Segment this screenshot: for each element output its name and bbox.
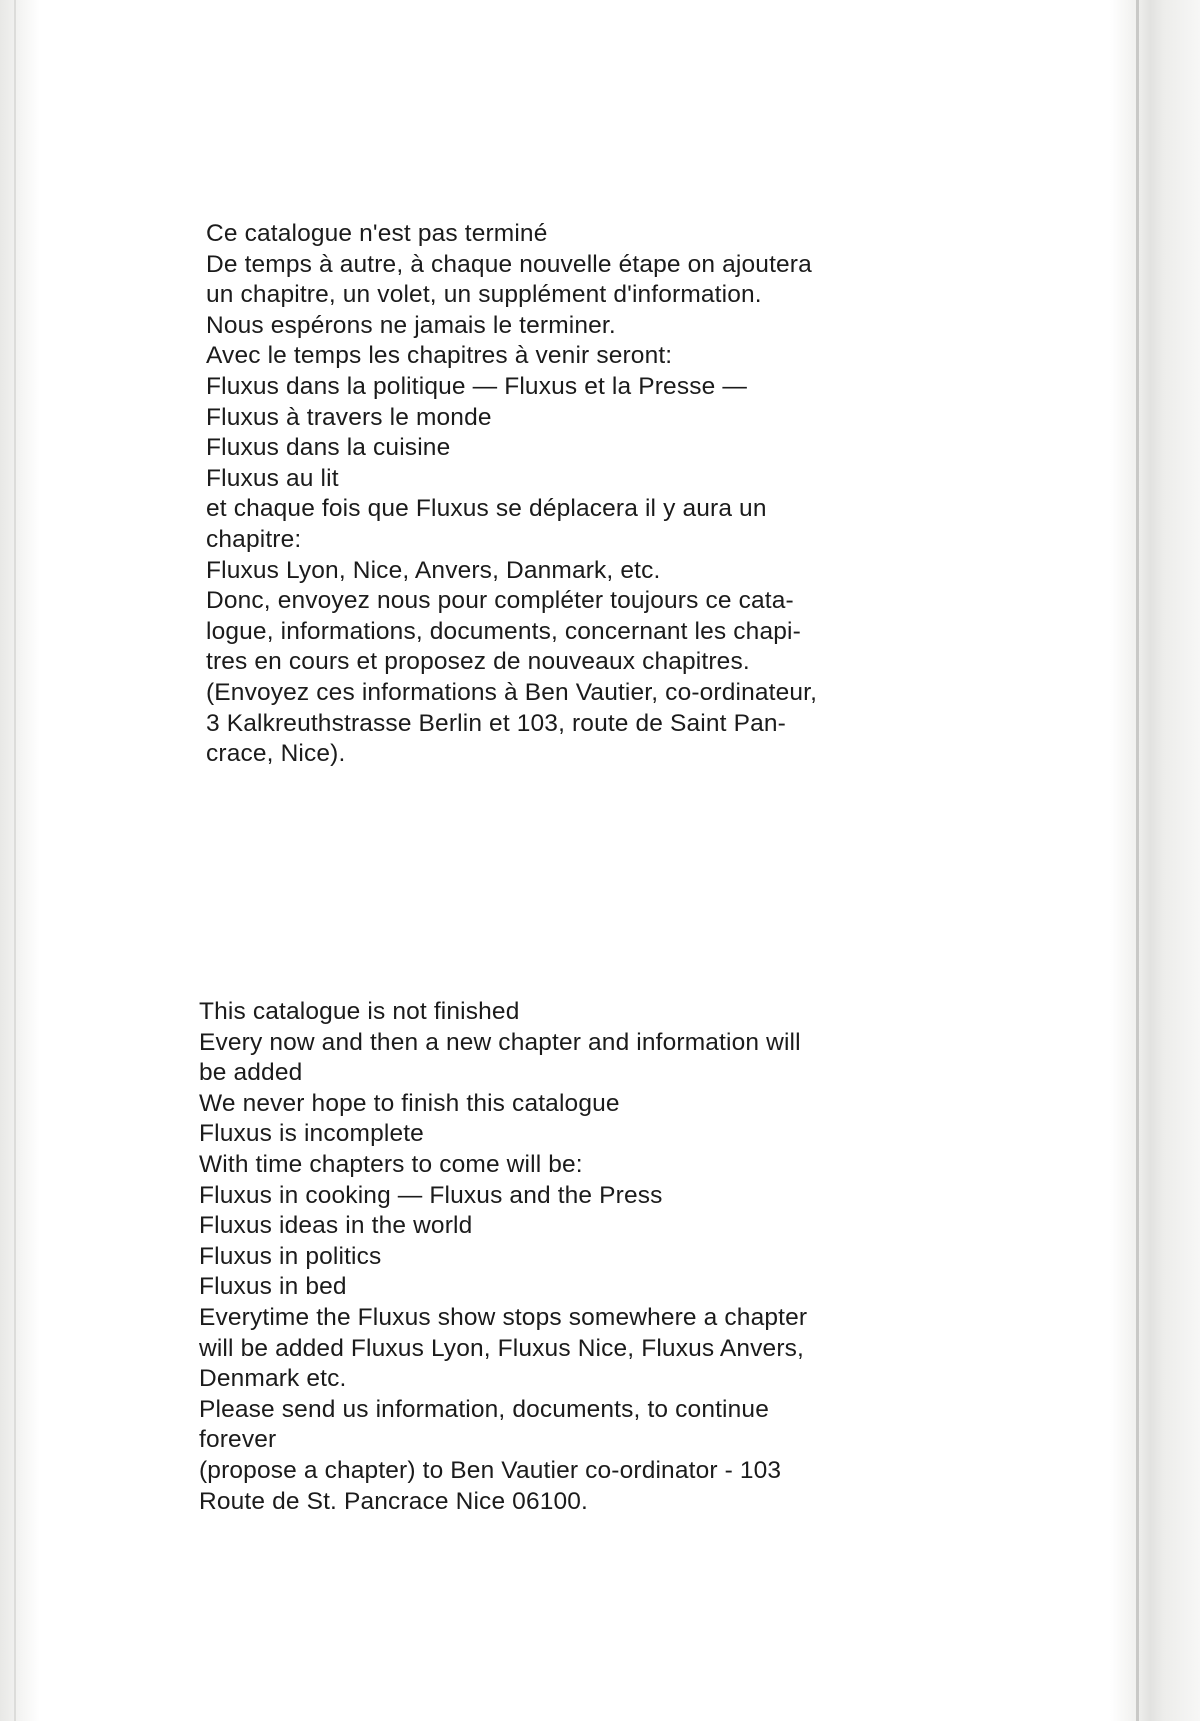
text-line: logue, informations, documents, concernant les chapi- [206,617,801,645]
page-right-edge [1110,0,1200,1721]
text-line: un chapitre, un volet, un supplément d'information. [206,281,762,309]
page-left-edge [0,0,40,1721]
text-line: Avec le temps les chapitres à venir seront: [206,342,673,370]
text-line: Every now and then a new chapter and information will [199,1028,801,1056]
text-line: Fluxus ideas in the world [199,1212,473,1240]
text-line: et chaque fois que Fluxus se déplacera il y aura un [206,495,767,523]
text-line: be added [199,1059,303,1087]
text-line: forever [199,1426,277,1454]
text-line: This catalogue is not finished [199,998,520,1025]
text-line: crace, Nice). [206,740,346,768]
text-line: Fluxus in bed [199,1273,347,1301]
text-line: With time chapters to come will be: [199,1150,583,1178]
text-line: Fluxus à travers le monde [206,403,492,431]
text-line: Fluxus is incomplete [199,1120,424,1148]
text-line: Fluxus Lyon, Nice, Anvers, Danmark, etc. [206,556,661,584]
text-line: We never hope to finish this catalogue [199,1089,620,1117]
text-line: chapitre: [206,525,302,553]
french-text-block [206,219,817,770]
text-line: will be added Fluxus Lyon, Fluxus Nice, Fluxus Anvers, [199,1334,804,1362]
text-line: Fluxus dans la cuisine [206,434,451,462]
text-line: Fluxus dans la politique — Fluxus et la Presse — [206,372,747,400]
text-line: 3 Kalkreuthstrasse Berlin et 103, route de Saint Pan- [206,709,786,737]
text-line: (propose a chapter) to Ben Vautier co-ordinator - 103 [199,1456,782,1484]
text-line: Everytime the Fluxus show stops somewhere a chapter [199,1303,808,1331]
text-line: tres en cours et proposez de nouveaux chapitres. [206,648,750,676]
text-line: Please send us information, documents, to continue [199,1395,769,1423]
text-line: Nous espérons ne jamais le terminer. [206,311,616,339]
text-line: Fluxus in cooking — Fluxus and the Press [199,1181,663,1209]
text-line: De temps à autre, à chaque nouvelle étape on ajoutera [206,250,812,278]
text-line: Denmark etc. [199,1365,347,1393]
text-line: Ce catalogue n'est pas terminé [206,220,548,247]
english-text-block [199,997,807,1517]
text-line: Fluxus in politics [199,1242,382,1270]
text-line: Route de St. Pancrace Nice 06100. [199,1487,589,1515]
text-line: Donc, envoyez nous pour compléter toujours ce cata- [206,587,794,615]
text-line: Fluxus au lit [206,464,339,492]
text-line: (Envoyez ces informations à Ben Vautier, co-ordinateur, [206,678,818,706]
